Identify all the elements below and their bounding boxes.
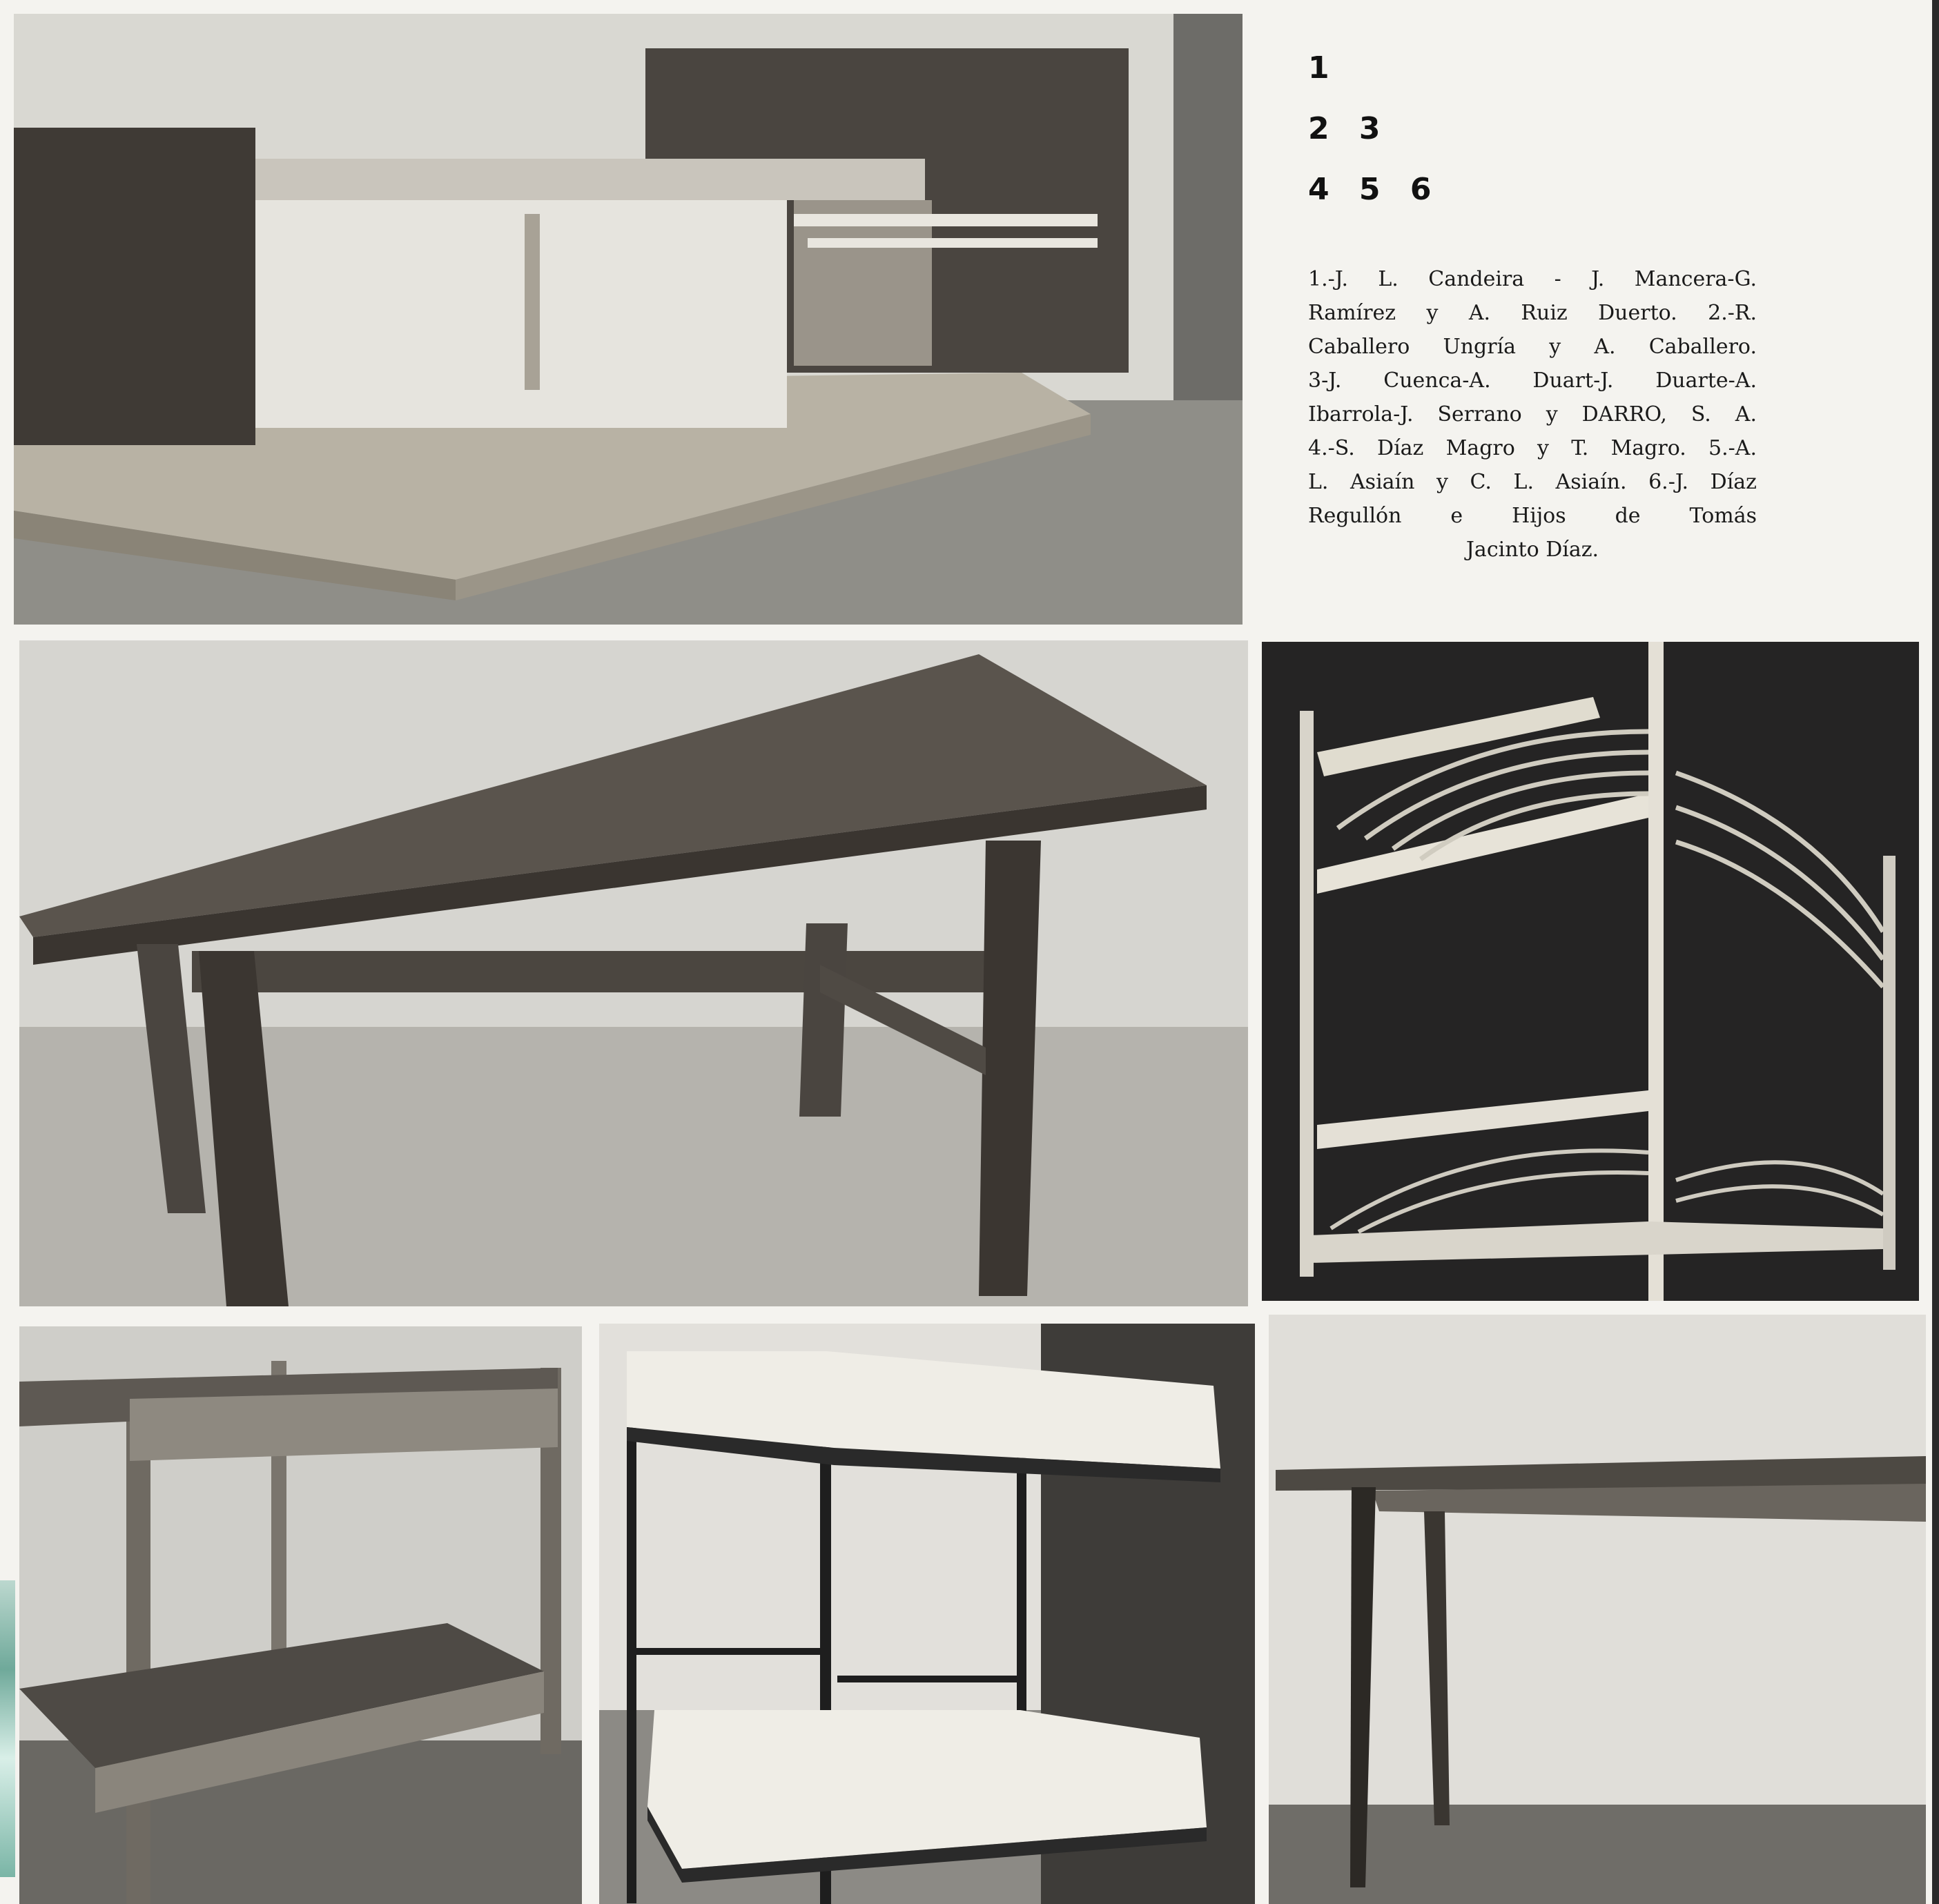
photo-number-index bbox=[1308, 38, 1441, 220]
credits-line: L. Asiaín y C. L. Asiaín. 6.-J. Díaz bbox=[1308, 470, 1757, 494]
photo-5-metal-bunk-bed bbox=[599, 1324, 1255, 1904]
photo-4-wooden-bunk-bed bbox=[19, 1326, 582, 1904]
credits-line: 1.-J. L. Candeira - J. Mancera-G. bbox=[1308, 267, 1757, 291]
credits-line: 3-J. Cuenca-A. Duart-J. Duarte-A. bbox=[1308, 369, 1757, 393]
credits-line: Ramírez y A. Ruiz Duerto. 2.-R. bbox=[1308, 301, 1757, 325]
credits-line: Regullón e Hijos de Tomás bbox=[1308, 504, 1757, 528]
photo-3-bunk-bed-slats bbox=[1262, 642, 1919, 1301]
sofa-bed-illustration bbox=[14, 14, 1243, 625]
credits-line: Ibarrola-J. Serrano y DARRO, S. A. bbox=[1308, 402, 1757, 426]
wooden-bunk-bed-illustration bbox=[19, 1326, 582, 1904]
credits-line: Caballero Ungría y A. Caballero. bbox=[1308, 335, 1757, 359]
bunk-bed-slats-illustration bbox=[1262, 642, 1919, 1301]
photo-1-sofa-bed bbox=[14, 14, 1243, 625]
index-row-1: 1 bbox=[1308, 50, 1339, 86]
photo-6-long-table bbox=[1269, 1315, 1926, 1904]
index-row-2: 2 3 bbox=[1308, 111, 1390, 146]
credits-line: 4.-S. Díaz Magro y T. Magro. 5.-A. bbox=[1308, 436, 1757, 460]
table-illustration bbox=[19, 640, 1248, 1306]
scan-edge bbox=[1932, 0, 1939, 1904]
metal-bunk-bed-illustration bbox=[599, 1324, 1255, 1904]
long-table-illustration bbox=[1269, 1315, 1926, 1904]
credits-line: Jacinto Díaz. bbox=[1465, 538, 1599, 562]
credits-caption bbox=[1308, 262, 1757, 567]
index-row-3: 4 5 6 bbox=[1308, 172, 1441, 207]
photo-2-table bbox=[19, 640, 1248, 1306]
scan-color-strip bbox=[0, 1580, 15, 1877]
